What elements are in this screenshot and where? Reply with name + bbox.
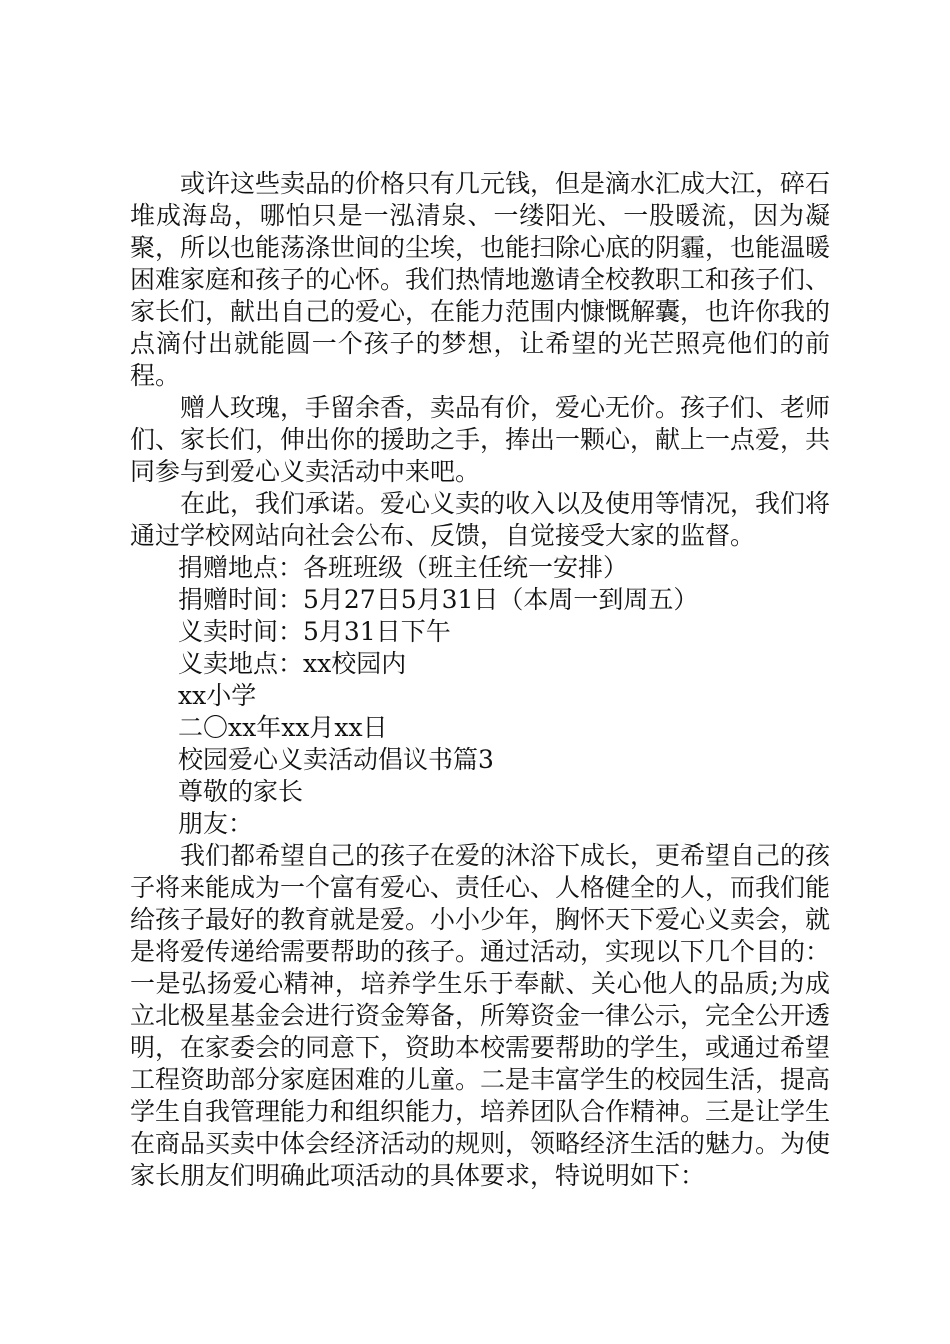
paragraph-call-to-action: 赠人玫瑰，手留余香，卖品有价，爱心无价。孩子们、老师们、家长们，伸出你的援助之手，捧出一颗心，献上一点爱，共同参与到爱心义卖活动中来吧。 bbox=[130, 393, 831, 486]
paragraph-activity-goals: 我们都希望自己的孩子在爱的沐浴下成长，更希望自己的孩子将来能成为一个富有爱心、责任心、人格健全的人，而我们能给孩子最好的教育就是爱。小小少年，胸怀天下爱心义卖会，就是将爱传递给需要帮助的孩子。通过活动，实现以下几个目的：一是弘扬爱心精神，培养学生乐于奉献、关心他人的品质;为成立北极星基金会进行资金筹备，所筹资金一律公示，完全公开透明，在家委会的同意下，资助本校需要帮助的学生，或通过希望工程资助部分家庭困难的儿童。二是丰富学生的校园生活，提高学生自我管理能力和组织能力，培养团队合作精神。三是让学生在商品买卖中体会经济活动的规则，领略经济生活的魅力。为使家长朋友们明确此项活动的具体要求，特说明如下： bbox=[130, 841, 831, 1190]
salutation-line-2: 朋友： bbox=[178, 809, 254, 838]
school-signature: xx小学 bbox=[178, 681, 257, 710]
salutation-line-1: 尊敬的家长 bbox=[178, 777, 304, 806]
sale-location-line: 义卖地点：xx校园内 bbox=[178, 649, 407, 678]
donation-location-line: 捐赠地点：各班班级（班主任统一安排） bbox=[178, 553, 629, 582]
document-body bbox=[130, 168, 830, 1192]
sale-time-line: 义卖时间：5月31日下午 bbox=[178, 617, 451, 646]
paragraph-commitment: 在此，我们承诺。爱心义卖的收入以及使用等情况，我们将通过学校网站向社会公布、反馈，自觉接受大家的监督。 bbox=[130, 489, 831, 550]
donation-time-line: 捐赠时间：5月27日5月31日（本周一到周五） bbox=[178, 585, 699, 614]
paragraph-donation-meaning: 或许这些卖品的价格只有几元钱，但是滴水汇成大江，碎石堆成海岛，哪怕只是一泓清泉、一缕阳光、一股暖流，因为凝聚，所以也能荡涤世间的尘埃，也能扫除心底的阴霾，也能温暖困难家庭和孩子的心怀。我们热情地邀请全校教职工和孩子们、家长们，献出自己的爱心，在能力范围内慷慨解囊，也许你我的点滴付出就能圆一个孩子的梦想，让希望的光芒照亮他们的前程。 bbox=[130, 169, 831, 390]
document-date: 二〇xx年xx月xx日 bbox=[178, 713, 388, 742]
section-title: 校园爱心义卖活动倡议书篇3 bbox=[178, 745, 494, 774]
